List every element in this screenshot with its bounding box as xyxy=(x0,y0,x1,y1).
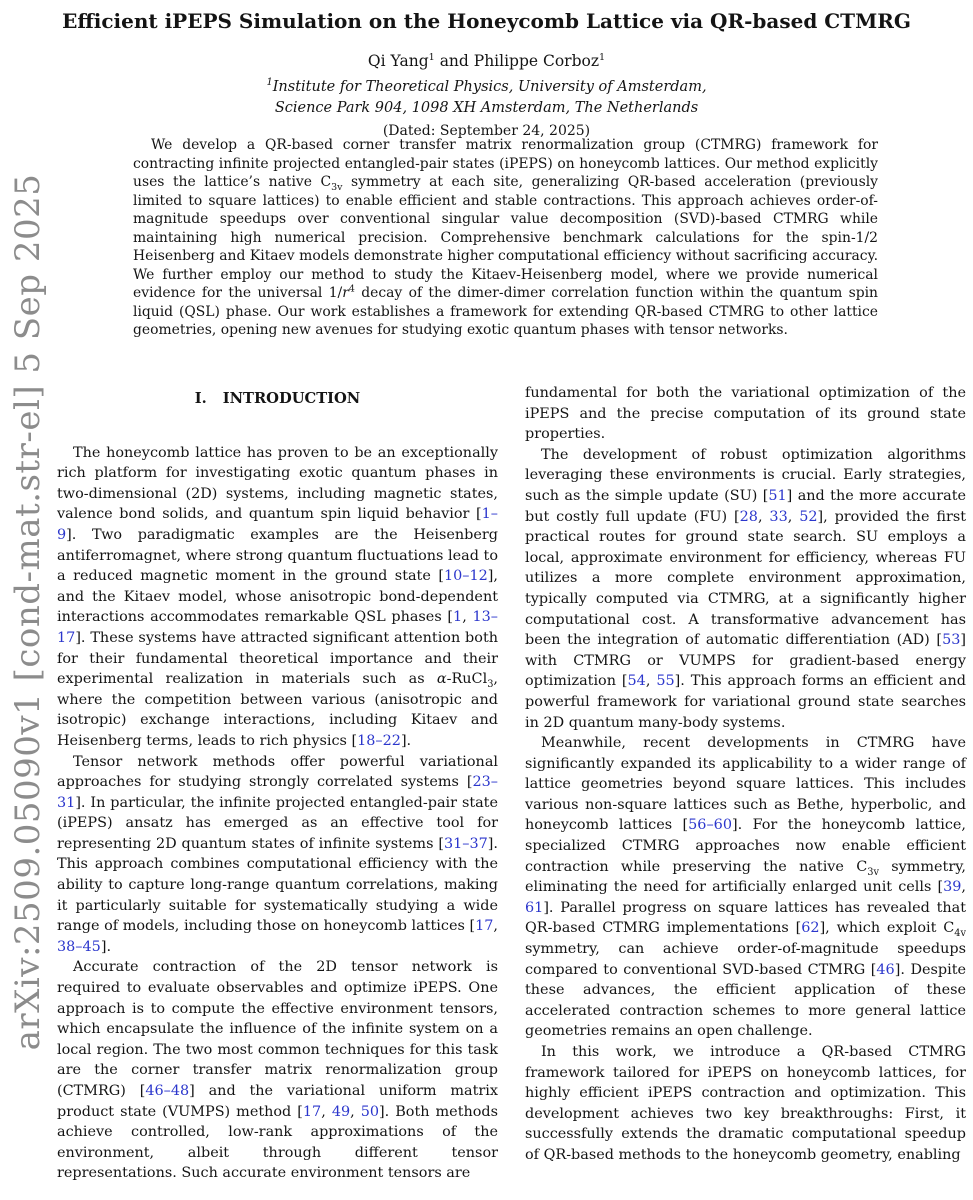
citation-link[interactable]: 46–48 xyxy=(145,1083,190,1099)
citation-link[interactable]: 1–9 xyxy=(57,506,498,543)
citation-link[interactable]: 17 xyxy=(475,918,494,935)
citation-link[interactable]: 39 xyxy=(943,879,962,896)
math-italic: α xyxy=(436,671,447,688)
arxiv-watermark: arXiv:2509.05090v1 [cond-mat.str-el] 5 Sep 2025 xyxy=(8,173,48,1051)
citation-link[interactable]: 28 xyxy=(739,508,758,525)
citation-link[interactable]: 56–60 xyxy=(688,817,732,834)
citation-link[interactable]: 17 xyxy=(302,1103,322,1120)
paragraph: Tensor network methods offer powerful variational approaches for studying strongly correlated systems [23–31]. In particular, the infinite projected entangled-pair state (iPEPS) ansatz has emerged as an effective tool for representing 2D quantum states of infinite systems [31–37]. This approach combines computational efficiency with the ability to capture long-range quantum correlations, making it particularly suitable for systematically studying a wide range of models, including those on honeycomb lattices [17, 38–45]. xyxy=(57,753,498,955)
citation-link[interactable]: 53 xyxy=(942,632,961,649)
subscript: 3 xyxy=(487,679,494,690)
superscript: 1 xyxy=(428,51,435,63)
citation-link[interactable]: 62 xyxy=(801,920,820,937)
math-italic: r xyxy=(342,285,349,301)
paragraph: Meanwhile, recent developments in CTMRG have significantly expanded its applicability to a wider range of lattice geometries beyond square lattices. This includes various non-square lattices such as Bethe, hyperbolic, and honeycomb lattices [56–60]. For the honeycomb lattice, specialized CTMRG approaches now enable efficient contraction while preserving the native $C_{3v}$ symmetry, eliminating the need for artificially enlarged unit cells [39, 61]. Parallel progress on square lattices has revealed that QR-based CTMRG implementations [62], which exploit $C_{4v}$ symmetry, can achieve order-of-magnitude speedups compared to conventional SVD-based CTMRG [46]. Despite these advances, the efficient application of these accelerated contraction schemes to more general lattice geometries remains an open challenge. xyxy=(525,735,966,1040)
citation-link[interactable]: 33 xyxy=(769,508,788,525)
left-column xyxy=(57,383,498,1184)
paragraph: The honeycomb lattice has proven to be an exceptionally rich platform for investigating exotic quantum phases in two-dimensional (2D) systems, including magnetic states, valence bond solids, and quantum spin liquid behavior [1–9]. Two paradigmatic examples are the Heisenberg antiferromagnet, where strong quantum fluctuations lead to a reduced magnetic moment in the ground state [10–12], and the Kitaev model, whose anisotropic bond-dependent interactions accommodates remarkable QSL phases [1, 13–17]. These systems have attracted significant attention both for their fundamental theoretical importance and their experimental realization in materials such as α-RuCl$_3$, where the competition between various (anisotropic and isotropic) exchange interactions, including Kitaev and Heisenberg terms, leads to rich physics [18–22]. xyxy=(57,444,498,749)
citation-link[interactable]: 50 xyxy=(360,1103,380,1120)
paragraph: fundamental for both the variational optimization of the iPEPS and the precise computation of its ground state properties. xyxy=(525,385,966,443)
author-line: Qi Yang$^1$ and Philippe Corboz$^1$ xyxy=(367,51,606,70)
citation-link[interactable]: 18–22 xyxy=(357,732,401,749)
citation-link[interactable]: 51 xyxy=(768,487,787,504)
citation-link[interactable]: 31–37 xyxy=(443,835,488,852)
subscript: 4v xyxy=(954,928,966,940)
citation-link[interactable]: 10–12 xyxy=(443,568,488,585)
citation-link[interactable]: 55 xyxy=(656,673,675,690)
citation-link[interactable]: 23–31 xyxy=(57,774,498,811)
affiliation: $^1$Institute for Theoretical Physics, University of Amsterdam, Science Park 904, 1098 XH Amsterdam, The Netherlands xyxy=(266,77,707,116)
superscript: 4 xyxy=(348,283,355,295)
citation-link[interactable]: 13–17 xyxy=(57,609,498,646)
superscript: 1 xyxy=(266,77,273,89)
citation-link[interactable]: 1 xyxy=(453,609,463,626)
subscript: 3v xyxy=(331,181,343,193)
paragraph: The development of robust optimization algorithms leveraging these environments is crucial. Early strategies, such as the simple update (SU) [51] and the more accurate but costly full update (FU) [28, 33, 52], provided the first practical routes for ground state search. SU employs a local, approximate environment for efficiency, whereas FU utilizes a more complete environment approximation, typically computed via CTMRG, at a significantly higher computational cost. A transformative advancement has been the integration of automatic differentiation (AD) [53] with CTMRG or VUMPS for gradient-based energy optimization [54, 55]. This approach forms an efficient and powerful framework for variational ground state searches in 2D quantum many-body systems. xyxy=(525,446,966,731)
citation-link[interactable]: 52 xyxy=(799,508,818,525)
subscript: 3v xyxy=(867,866,879,878)
section-number: I. xyxy=(194,390,207,407)
paragraph: We develop a QR-based corner transfer matrix renormalization group (CTMRG) framework for contracting infinite projected entangled-pair states (iPEPS) on honeycomb lattices. Our method explicitly uses the lattice’s native $C_{3v}$ symmetry at each site, generalizing QR-based acceleration (previously limited to square lattices) to enable efficient and stable contractions. This approach achieves order-of-magnitude speedups over conventional singular value decomposition (SVD)-based CTMRG while maintaining high numerical precision. Comprehensive benchmark calculations for the spin-1/2 Heisenberg and Kitaev models demonstrate higher computational efficiency without sacrificing accuracy. We further employ our method to study the Kitaev-Heisenberg model, where we provide numerical evidence for the universal $1/r^4$ decay of the dimer-dimer correlation function within the quantum spin liquid (QSL) phase. Our work establishes a framework for extending QR-based CTMRG to other lattice geometries, opening new avenues for studying exotic quantum phases with tensor networks. xyxy=(133,137,878,338)
citation-link[interactable]: 49 xyxy=(331,1103,351,1120)
right-column xyxy=(525,383,966,1166)
paragraph: In this work, we introduce a QR-based CTMRG framework tailored for iPEPS on honeycomb lattices, for highly efficient iPEPS contraction and optimization. This development achieves two key breakthroughs: First, it successfully extends the dramatic computational speedup of QR-based methods to the honeycomb geometry, enabling xyxy=(525,1044,966,1163)
citation-link[interactable]: 54 xyxy=(627,673,646,690)
section-title: INTRODUCTION xyxy=(222,390,361,407)
left-column-text xyxy=(57,443,498,1184)
abstract xyxy=(133,136,878,340)
superscript: 1 xyxy=(599,51,606,63)
citation-link[interactable]: 46 xyxy=(876,961,895,978)
citation-link[interactable]: 61 xyxy=(525,899,544,916)
paper-title: Efficient iPEPS Simulation on the Honeycomb Lattice via QR-based CTMRG xyxy=(62,9,911,33)
citation-link[interactable]: 38–45 xyxy=(57,938,101,955)
paragraph: Accurate contraction of the 2D tensor network is required to evaluate observables and optimize iPEPS. One approach is to compute the effective environment tensors, which encapsulate the influence of the infinite system on a local region. The two most common techniques for this task are the corner transfer matrix renormalization group (CTMRG) [46–48] and the variational uniform matrix product state (VUMPS) method [17, 49, 50]. Both methods achieve controlled, low-rank approximations of the environment, albeit through different tensor representations. Such accurate environment tensors are xyxy=(57,959,499,1182)
date-line: (Dated: September 24, 2025) xyxy=(382,123,591,139)
section-heading xyxy=(57,389,498,410)
